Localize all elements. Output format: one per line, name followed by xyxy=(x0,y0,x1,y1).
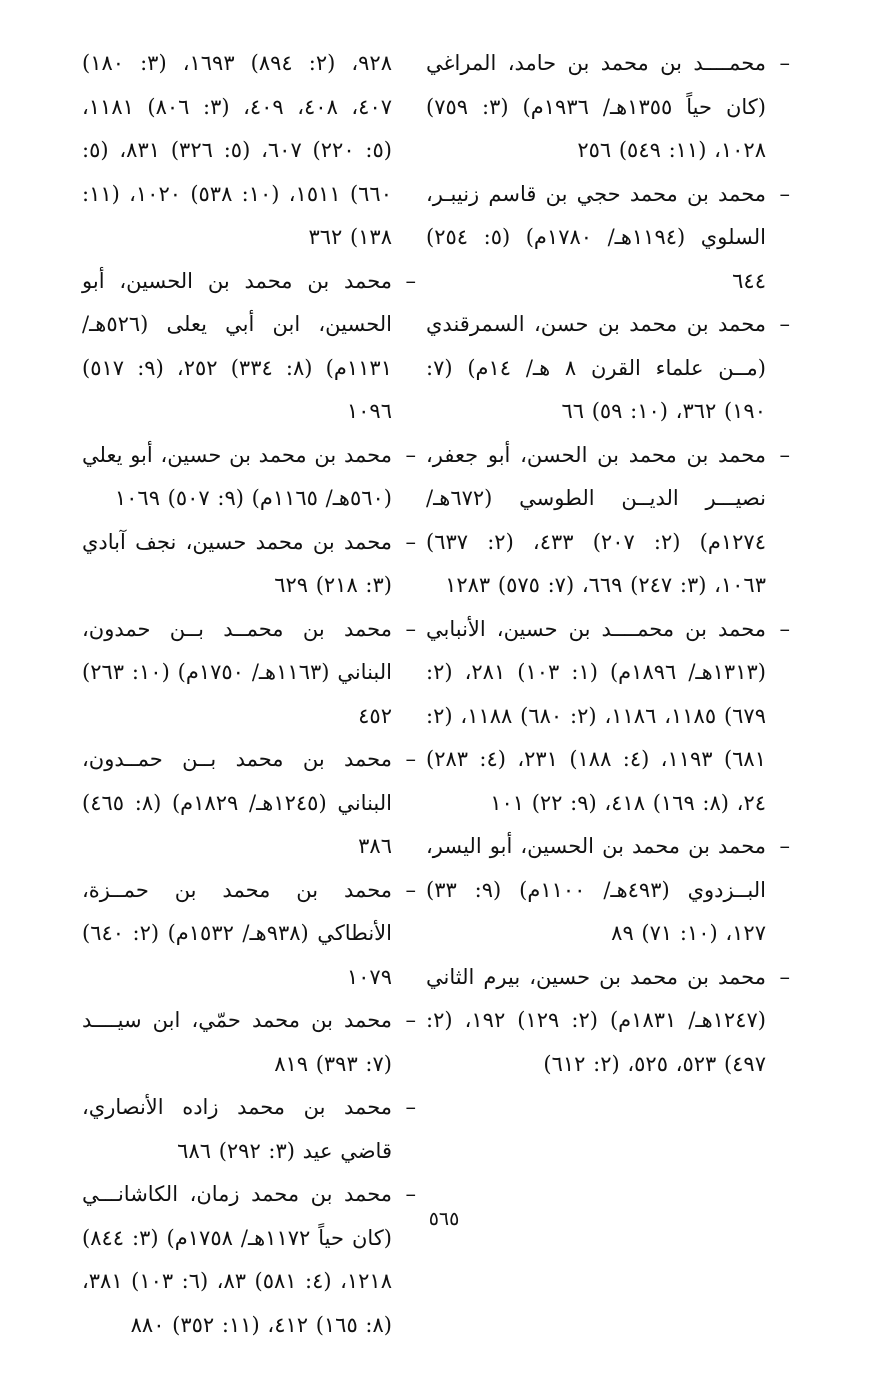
entry-text: محمــــد بن محمد بن حامد، المراغي (كان حياً ١٣٥٥هـ/ ١٩٣٦م) (٣: ٧٥٩) ١٠٢٨، (١١: ٥٤٩) ٢٥٦ xyxy=(426,51,766,162)
entry-text: محمد بن محمد بــن حمــدون، البناني (١٢٤٥هـ/ ١٨٢٩م) (٨: ٤٦٥) ٣٨٦ xyxy=(82,747,392,858)
entry-dash: – xyxy=(405,1182,416,1206)
index-entry-continued xyxy=(82,42,392,260)
entry-dash: – xyxy=(405,268,416,293)
entry-dash: – xyxy=(405,747,416,771)
entry-dash: – xyxy=(779,442,790,467)
entry-text: محمد بن محمد بن الحسن، أبو جعفر، نصيـــر الديــن الطوسي (٦٧٢هـ/ ١٢٧٤م) (٢: ٢٠٧) ٤٣٣، (٢: ٦٣٧) ١٠٦٣، (٣: ٢٤٧) ٦٦٩، (٧: ٥٧٥) ١٢٨٣ xyxy=(426,442,766,597)
entry-dash: – xyxy=(405,442,416,467)
entry-dash: – xyxy=(405,616,416,641)
index-entry xyxy=(82,738,416,869)
entry-dash: – xyxy=(779,312,790,336)
page-number: ٥٦٥ xyxy=(428,1208,460,1230)
index-entry xyxy=(426,825,790,956)
entry-text: محمد بن محمد بن حمــزة، الأنطاكي (٩٣٨هـ/ ١٥٣٢م) (٢: ٦٤٠) ١٠٧٩ xyxy=(82,877,392,989)
entry-text: محمد بن محمد بن حسن، السمرقندي (مــن علماء القرن ٨ هـ/ ١٤م) (٧: ١٩٠) ٣٦٢، (١٠: ٥٩) ٦٦ xyxy=(426,312,766,423)
index-entry xyxy=(82,434,416,521)
index-entry xyxy=(426,956,790,1087)
entry-text: محمد بن محمد زمان، الكاشانـــي (كان حياً ١١٧٢هـ/ ١٧٥٨م) (٣: ٨٤٤) ١٢١٨، (٤: ٥٨١) ٨٣، (٦: ١٠٣) ٣٨١، (٨: ١٦٥) ٤١٢، (١١: ٣٥٢) ٨٨٠ xyxy=(82,1182,392,1337)
entry-dash: – xyxy=(779,181,790,206)
entry-text: محمد بن محمد بن حسين، أبو يعلي (٥٦٠هـ/ ١١٦٥م) (٩: ٥٠٧) ١٠٦٩ xyxy=(82,442,392,510)
entry-text: محمد بن محمــد بــن حمدون، البناني (١١٦٣هـ/ ١٧٥٠م) (١٠: ٢٦٣) ٤٥٢ xyxy=(82,616,392,728)
index-entry xyxy=(82,869,416,1000)
entry-text: محمد بن محمد بن الحسين، أبو الحسين، ابن أبي يعلى (٥٢٦هـ/ ١١٣١م) (٨: ٣٣٤) ٢٥٢، (٩: ٥١٧) ١٠٩٦ xyxy=(82,268,392,423)
entry-dash: – xyxy=(405,877,416,902)
entry-dash: – xyxy=(779,51,790,75)
entry-dash: – xyxy=(405,529,416,554)
entry-text: محمد بن محمد حجي بن قاسم زنيبـر، السلوي (١١٩٤هـ/ ١٧٨٠م) (٥: ٢٥٤) ٦٤٤ xyxy=(426,181,766,293)
left-column xyxy=(82,42,416,1347)
entry-dash: – xyxy=(405,1095,416,1119)
index-entry xyxy=(82,1086,416,1173)
index-entry xyxy=(426,173,790,304)
entry-dash: – xyxy=(779,834,790,858)
index-entry xyxy=(82,1173,416,1347)
entry-text: محمد بن محمد حسين، نجف آبادي (٣: ٢١٨) ٦٢٩ xyxy=(82,529,392,597)
entry-text: محمد بن محمد زاده الأنصاري، قاضي عيد (٣: ٢٩٢) ٦٨٦ xyxy=(82,1095,392,1163)
entry-text: محمد بن محمــــد بن حسين، الأنبابي (١٣١٣هـ/ ١٨٩٦م) (١: ١٠٣) ٢٨١، (٢: ٦٧٩) ١١٨٥، ١١٨٦، (٢: ٦٨٠) ١١٨٨، (٢: ٦٨١) ١١٩٣، (٤: ١٨٨) ٢٣١، (٤: ٢٨٣) ٢٤، (٨: ١٦٩) ٤١٨، (٩: ٢٢) ١٠١ xyxy=(426,616,766,815)
index-entry xyxy=(82,608,416,739)
entry-text: محمد بن محمد بن الحسين، أبو اليسر، البــزدوي (٤٩٣هـ/ ١١٠٠م) (٩: ٣٣) ١٢٧، (١٠: ٧١) ٨٩ xyxy=(426,834,766,945)
entry-text: محمد بن محمد حمّي، ابن سيــــد (٧: ٣٩٣) ٨١٩ xyxy=(82,1008,392,1076)
entry-text: محمد بن محمد بن حسين، بيرم الثاني (١٢٤٧هـ/ ١٨٣١م) (٢: ١٢٩) ١٩٢، (٢: ٤٩٧) ٥٢٣، ٥٢٥، (٢: ٦١٢) xyxy=(426,964,766,1076)
entry-dash: – xyxy=(779,964,790,989)
right-column xyxy=(426,42,790,1086)
index-entry xyxy=(82,521,416,608)
entry-dash: – xyxy=(405,1008,416,1032)
index-entry xyxy=(426,303,790,434)
index-entry xyxy=(82,260,416,434)
index-entry xyxy=(426,42,790,173)
index-entry xyxy=(426,434,790,608)
index-entry xyxy=(82,999,416,1086)
entry-text: ٩٢٨، (٢: ٨٩٤) ١٦٩٣، (٣: ١٨٠) ٤٠٧، ٤٠٨، ٤٠٩، (٣: ٨٠٦) ١١٨١، (٥: ٢٢٠) ٦٠٧، (٥: ٣٢٦) ٨٣١، (٥: ٦٦٠) ١٥١١، (١٠: ٥٣٨) ١٠٢٠، (١١: ١٣٨) ٣٦٢ xyxy=(82,51,393,249)
entry-dash: – xyxy=(779,616,790,641)
index-entry xyxy=(426,608,790,826)
